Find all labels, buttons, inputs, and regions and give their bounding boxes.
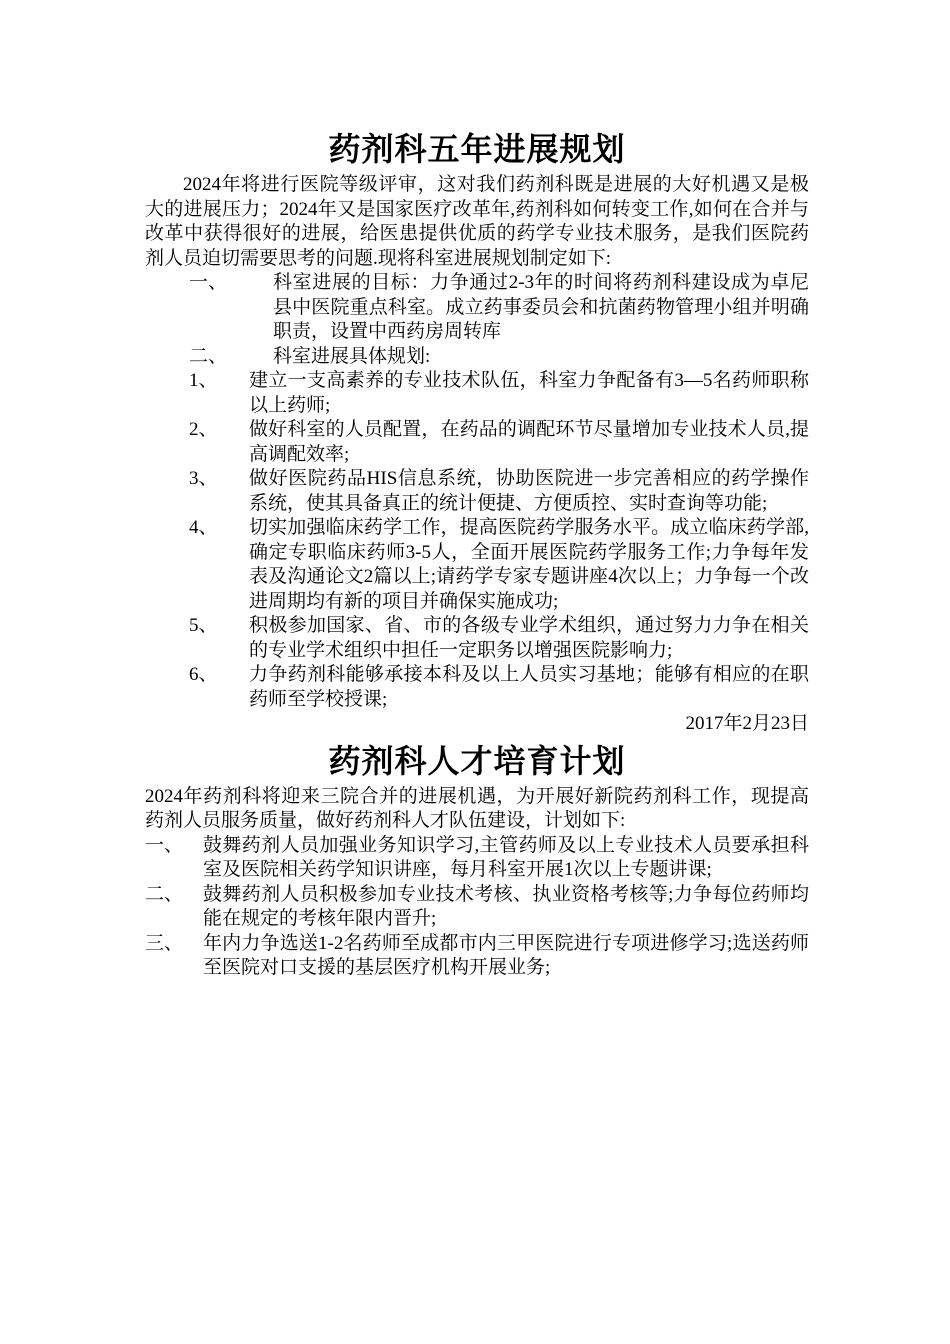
list-item-text: 鼓舞药剂人员加强业务知识学习,主管药师及以上专业技术人员要承担科室及医院相关药学知识讲座，每月科室开展1次以上专题讲课; <box>203 834 809 880</box>
list-marker: 6、 <box>189 664 218 685</box>
list-marker: 一、 <box>145 834 184 856</box>
list-item-text: 科室进展具体规划: <box>273 345 431 367</box>
section2-title: 药剂科人才培育计划 <box>328 741 626 780</box>
section2-intro: 2024年药剂科将迎来三院合并的进展机遇，为开展好新院药剂科工作，现提高药剂人员服务质量，做好药剂科人才队伍建设，计划如下: <box>145 785 809 831</box>
list-marker: 4、 <box>189 517 218 538</box>
list-marker: 二、 <box>189 345 228 367</box>
section1-minor-item <box>145 467 809 516</box>
section1-minor-item <box>145 516 809 614</box>
section1-major-item <box>145 345 809 370</box>
list-item-text: 做好医院药品HIS信息系统，协助医院进一步完善相应的药学操作系统，使其具备真正的统计便捷、方便质控、实时查询等功能; <box>249 468 809 514</box>
list-marker: 3、 <box>189 468 218 489</box>
list-marker: 一、 <box>189 272 228 293</box>
list-item-text: 切实加强临床药学工作，提高医院药学服务水平。成立临床药学部,确定专职临床药师3-5人，全面开展医院药学服务工作;力争每年发表及沟通论文2篇以上;请药学专家专题讲座4次以上；力争每一个改进周期均有新的项目并确保实施成功; <box>249 517 809 612</box>
section1-major-item <box>145 271 809 345</box>
list-item-text: 积极参加国家、省、市的各级专业学术组织，通过努力力争在相关的专业学术组织中担任一定职务以增强医院影响力; <box>249 615 809 661</box>
section2-item <box>145 883 809 932</box>
list-item-text: 年内力争选送1-2名药师至成都市内三甲医院进行专项进修学习;选送药师至医院对口支援的基层医疗机构开展业务; <box>203 932 809 978</box>
section2-item <box>145 932 809 981</box>
section1-intro: 2024年将进行医院等级评审，这对我们药剂科既是进展的大好机遇又是极大的进展压力；2024年又是国家医疗改革年,药剂科如何转变工作,如何在合并与改革中获得很好的进展，给医患提供优质的药学专业技术服务，是我们医院药剂人员迫切需要思考的问题.现将科室进展规划制定如下: <box>145 174 809 269</box>
section1-minor-item <box>145 663 809 712</box>
section1-minor-item <box>145 369 809 418</box>
list-marker: 2、 <box>189 419 218 440</box>
list-item-text: 建立一支高素养的专业技术队伍，科室力争配备有3—5名药师职称以上药师; <box>249 370 809 416</box>
section2-item <box>145 834 809 883</box>
document-page <box>145 125 809 981</box>
list-item-text: 科室进展的目标：力争通过2-3年的时间将药剂科建设成为卓尼县中医院重点科室。成立药事委员会和抗菌药物管理小组并明确职责，设置中西药房周转库 <box>273 272 809 342</box>
section1-title: 药剂科五年进展规划 <box>328 130 626 168</box>
list-item-text: 力争药剂科能够承接本科及以上人员实习基地；能够有相应的在职药师至学校授课; <box>249 664 809 710</box>
section1-minor-item <box>145 418 809 467</box>
list-marker: 5、 <box>189 615 218 636</box>
list-item-text: 做好科室的人员配置，在药品的调配环节尽量增加专业技术人员,提高调配效率; <box>249 419 809 465</box>
list-marker: 1、 <box>189 370 218 391</box>
list-marker: 二、 <box>145 883 184 905</box>
list-marker: 三、 <box>145 932 184 954</box>
list-item-text: 鼓舞药剂人员积极参加专业技术考核、执业资格考核等;力争每位药师均能在规定的考核年限内晋升; <box>203 883 809 929</box>
section1-date: 2017年2月23日 <box>685 713 809 734</box>
section1-minor-item <box>145 614 809 663</box>
